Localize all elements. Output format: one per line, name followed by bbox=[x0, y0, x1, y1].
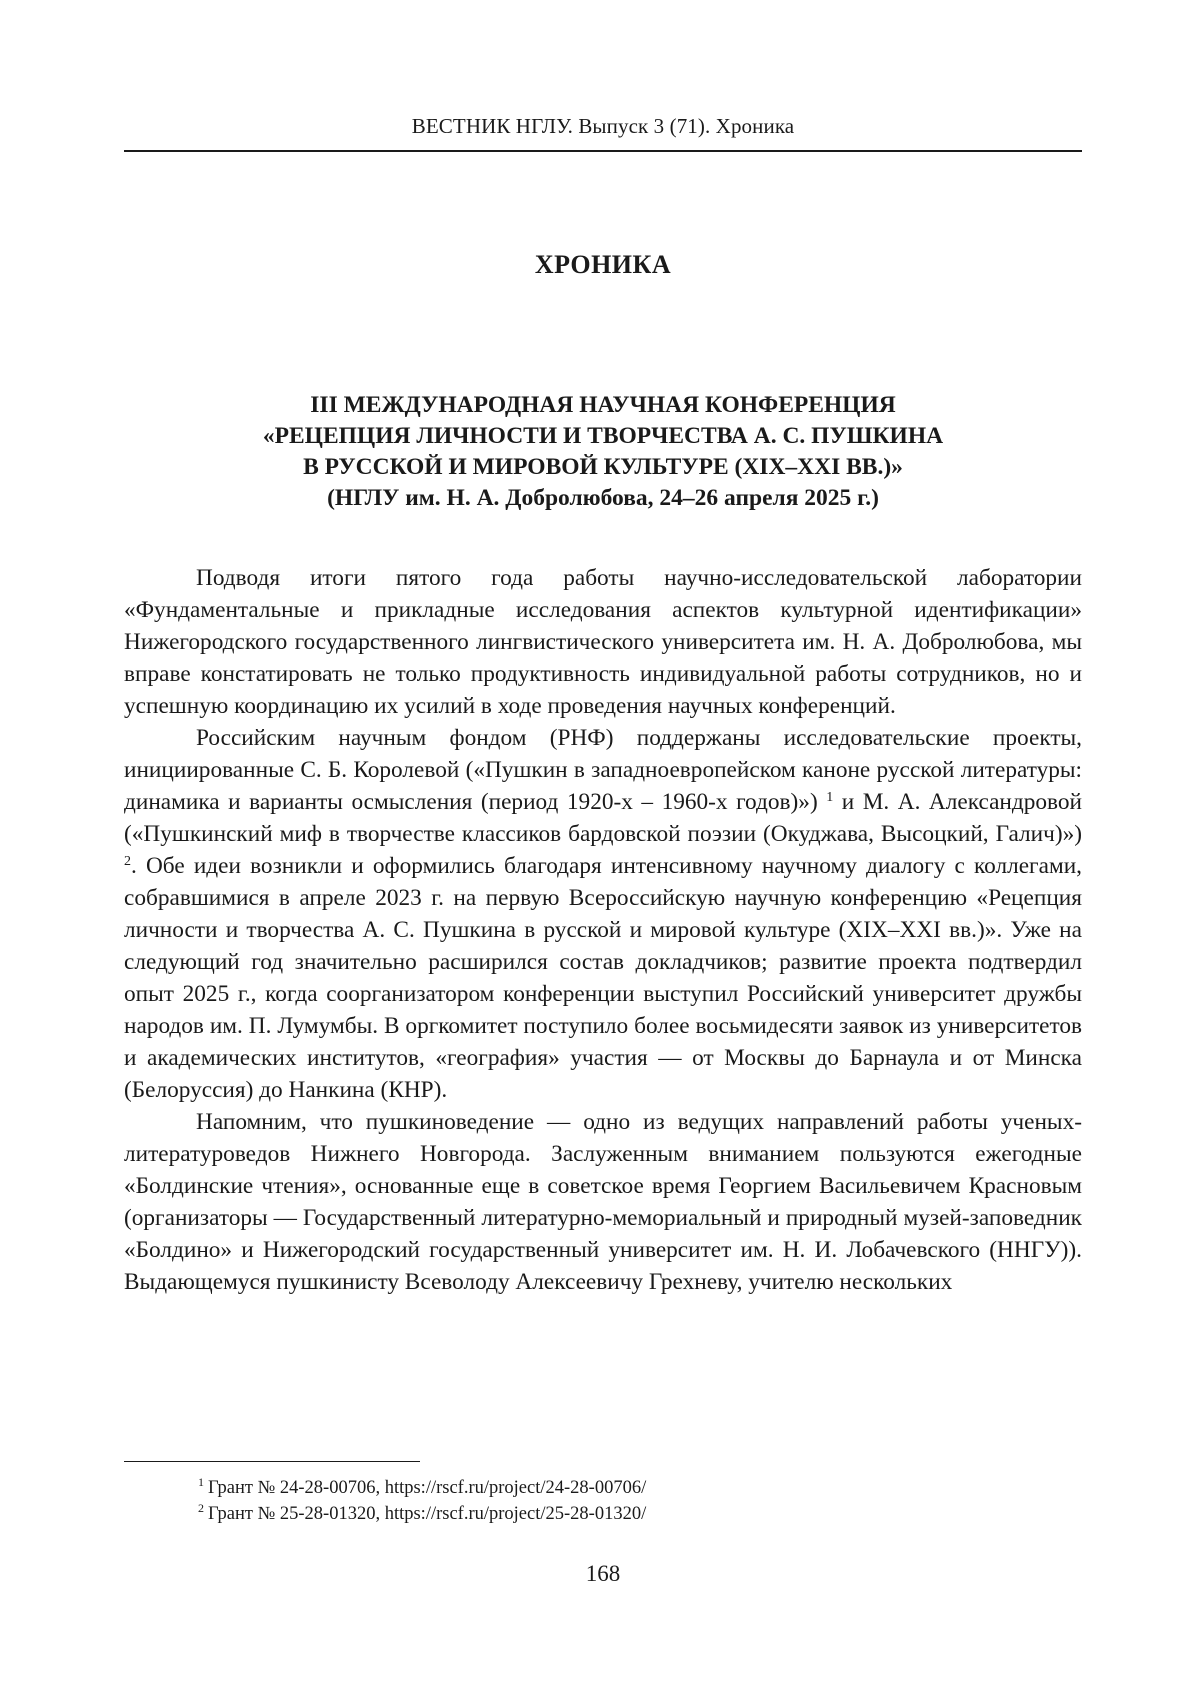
footnote-ref-2[interactable]: 2 bbox=[124, 854, 131, 869]
article-title-line: «РЕЦЕПЦИЯ ЛИЧНОСТИ И ТВОРЧЕСТВА А. С. ПУШКИНА bbox=[124, 421, 1082, 452]
footnote-text[interactable]: Грант № 24-28-00706, https://rscf.ru/project/24-28-00706/ bbox=[208, 1478, 646, 1498]
article-body bbox=[124, 562, 1082, 1298]
article-title-line: III МЕЖДУНАРОДНАЯ НАУЧНАЯ КОНФЕРЕНЦИЯ bbox=[124, 390, 1082, 421]
article-title bbox=[124, 390, 1082, 514]
footnotes bbox=[124, 1475, 1082, 1527]
footnote-mark: 2 bbox=[198, 1501, 204, 1515]
paragraph-2-part-b: и М. А. Александровой («Пушкинский миф в творчестве классиков бардовской поэзии (Окуджава, Высоцкий, Галич)») bbox=[124, 789, 1082, 847]
paragraph-3: Напомним, что пушкиноведение — одно из ведущих направлений работы ученых-литературоведов Нижнего Новгорода. Заслуженным вниманием пользуются ежегодные «Болдинские чтения», основанные еще в советское время Георгием Васильевичем Красновым (организаторы — Государственный литературно-мемориальный и природный музей-заповедник «Болдино» и Нижегородский государственный университет им. Н. И. Лобачевского (ННГУ)). Выдающемуся пушкинисту Всеволоду Алексеевичу Грехневу, учителю нескольких bbox=[124, 1106, 1082, 1298]
header-divider bbox=[124, 150, 1082, 152]
footnote-1 bbox=[124, 1475, 1082, 1501]
page-number: 168 bbox=[124, 1561, 1082, 1587]
article-title-line: В РУССКОЙ И МИРОВОЙ КУЛЬТУРЕ (XIX–XXI ВВ.)» bbox=[124, 452, 1082, 483]
footnote-divider bbox=[124, 1461, 420, 1462]
paragraph-2 bbox=[124, 722, 1082, 1106]
footnote-text[interactable]: Грант № 25-28-01320, https://rscf.ru/project/25-28-01320/ bbox=[208, 1504, 646, 1524]
paragraph-1: Подводя итоги пятого года работы научно-исследовательской лаборатории «Фундаментальные и прикладные исследования аспектов культурной идентификации» Нижегородского государственного лингвистического университета им. Н. А. Добролюбова, мы вправе констатировать не только продуктивность индивидуальной работы сотрудников, но и успешную координацию их усилий в ходе проведения научных конференций. bbox=[124, 562, 1082, 722]
footnote-2 bbox=[124, 1501, 1082, 1527]
article-title-line: (НГЛУ им. Н. А. Добролюбова, 24–26 апреля 2025 г.) bbox=[124, 483, 1082, 514]
footnote-ref-1[interactable]: 1 bbox=[826, 790, 833, 805]
running-header: ВЕСТНИК НГЛУ. Выпуск 3 (71). Хроника bbox=[124, 114, 1082, 139]
footnote-mark: 1 bbox=[198, 1475, 204, 1489]
section-title: ХРОНИКА bbox=[124, 250, 1082, 280]
paragraph-2-part-c: . Обе идеи возникли и оформились благодаря интенсивному научному диалогу с коллегами, собравшимися в апреле 2023 г. на первую Всероссийскую научную конференцию «Рецепция личности и творчества А. С. Пушкина в русской и мировой культуре (XIX–XXI вв.)». Уже на следующий год значительно расширился состав докладчиков; развитие проекта подтвердил опыт 2025 г., когда соорганизатором конференции выступил Российский университет дружбы народов им. П. Лумумбы. В оргкомитет поступило более восьмидесяти заявок из университетов и академических институтов, «география» участия — от Москвы до Барнаула и от Минска (Белоруссия) до Нанкина (КНР). bbox=[124, 853, 1082, 1103]
paragraph-2-part-a: Российским научным фондом (РНФ) поддержаны исследовательские проекты, инициированные С. Б. Королевой («Пушкин в западноевропейском каноне русской литературы: динамика и варианты осмысления (период 1920-х – 1960-х годов)») bbox=[124, 725, 1082, 815]
